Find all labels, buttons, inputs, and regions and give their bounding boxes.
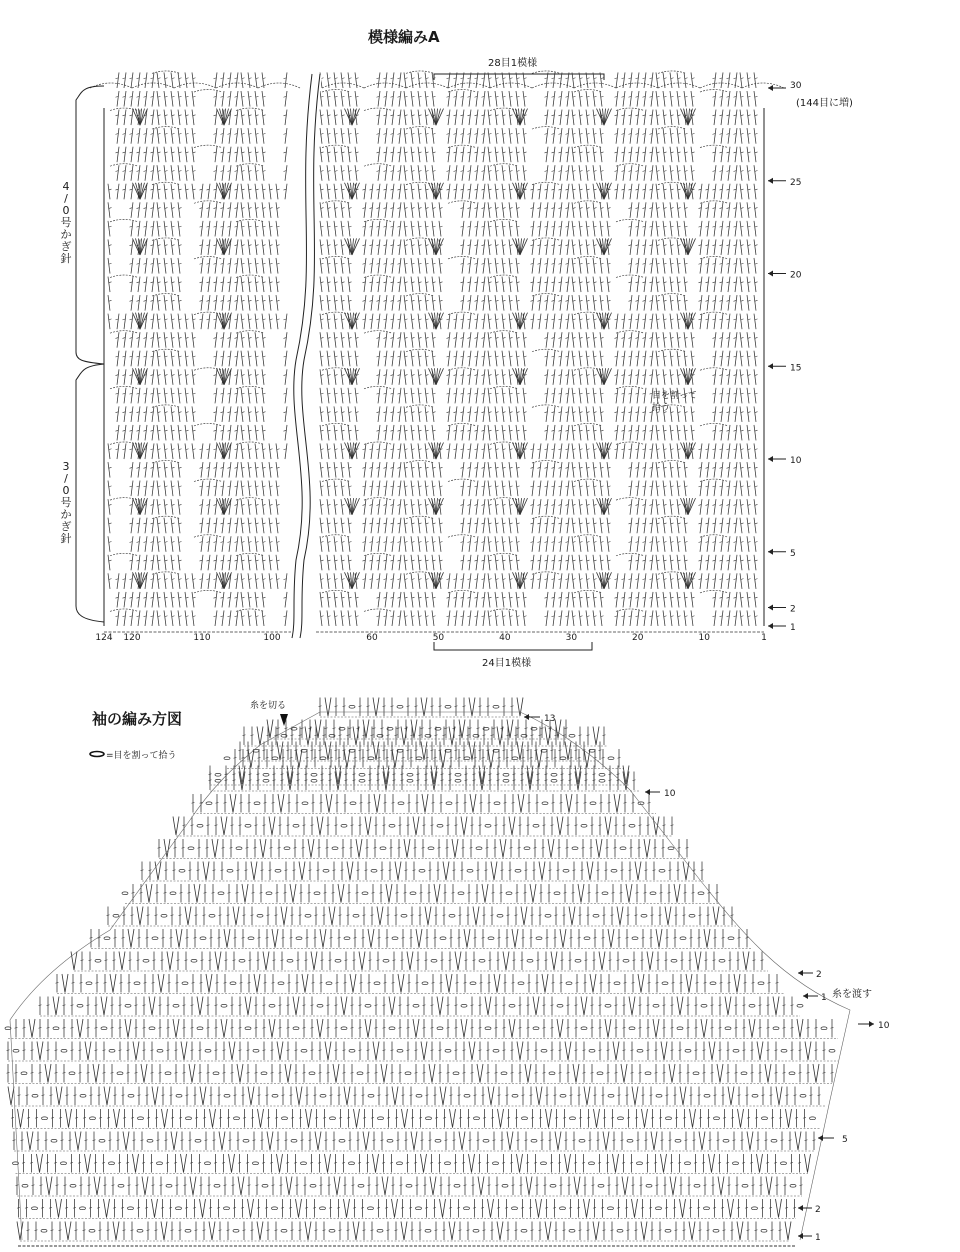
row-label-10: 10 [790,456,802,467]
chart-a-row [108,201,758,218]
stitch-label-120: 120 [123,633,141,643]
cut-yarn-marker-icon [280,714,288,726]
chart-a-row [108,275,758,292]
cut-yarn-label: 糸を切る [250,701,287,711]
sleeve-row [192,794,657,814]
chart-a-row [116,349,758,366]
chart-a-row [108,553,758,570]
hook-size-char: 0 [62,484,70,497]
join-yarn-label: 糸を渡す [832,989,872,1000]
hook-size-char: か [60,508,72,521]
stitch-label-10: 10 [698,633,710,643]
chart-a-row [108,256,758,273]
sleeve-row [13,1132,816,1152]
row-label-25: 25 [790,177,802,188]
chart-a-stitch-grid [90,71,784,632]
stitch-label-1: 1 [761,633,767,643]
chart-a-row [108,479,758,496]
row-arrow-head-icon [768,271,773,277]
split-note-line2: 拾う [652,403,671,413]
sleeve-row [5,1019,838,1039]
stitch-label-110: 110 [193,633,211,643]
hook-size-char: / [64,192,68,205]
repeat-bottom-label: 24目1模様 [482,658,532,669]
stitch-label-20: 20 [632,633,644,643]
repeat-bracket-top [434,74,604,80]
sleeve-row [11,1109,820,1129]
row-label-5: 5 [790,548,796,559]
sleeve-row [71,952,768,972]
stitch-label-30: 30 [565,633,578,643]
chart-a-row [110,331,758,348]
row-label-15: 15 [790,363,802,374]
sleeve-row-10-lower: 10 [878,1021,890,1031]
sleeve-outline [10,712,850,1240]
chart-a-row [108,238,758,255]
sleeve-row [39,997,804,1017]
stitch-label-40: 40 [499,633,511,643]
sleeve-row [17,1222,791,1242]
row-arrow-head-icon [768,604,773,610]
chart-a-row [108,498,758,515]
sleeve-row [141,862,705,882]
sleeve-row-1-upper: 1 [821,993,827,1003]
chart-a-row [108,219,758,236]
sleeve-row [173,817,674,837]
hook-size-char: ぎ [60,240,72,253]
sleeve-row [13,1154,811,1174]
hook-size-char: 4 [62,180,70,193]
chart-a-stitch-labels [95,633,766,643]
stitch-label-124: 124 [95,633,113,643]
sleeve-stitch-grid [5,698,850,1247]
row-label-1: 1 [790,623,796,633]
chart-a-row [108,182,758,199]
chart-a-row [116,127,758,144]
sleeve-row [8,1087,826,1107]
sleeve-row-2-upper: 2 [816,970,822,980]
chart-a-row [108,461,758,478]
chart-a-row [104,609,764,632]
hook-size-char: 号 [60,216,72,229]
sleeve-row-13: 13 [544,714,556,724]
hook-size-top [61,180,72,265]
sleeve-legend: =目を割って拾う [106,751,177,761]
row-arrow-head-icon [768,178,773,184]
hook-size-bottom [61,460,72,545]
sleeve-row [56,974,785,994]
hook-size-char: ぎ [60,520,72,533]
row-arrow-head-icon [768,85,773,91]
repeat-top-label: 28目1模様 [488,58,538,69]
row-arrow-head-icon [768,623,773,629]
sleeve-row [17,1199,796,1219]
hook-size-char: 号 [60,496,72,509]
sleeve-row-5: 5 [842,1135,848,1145]
stitch-label-50: 50 [432,633,445,643]
chart-a-row [116,145,758,162]
sleeve-row [7,1042,839,1062]
sleeve-row [267,720,570,740]
chart-a-row [108,294,758,311]
chart-a-row [116,368,758,385]
sleeve-row [7,1064,834,1084]
sleeve-chart [5,698,890,1247]
sleeve-row [158,839,689,859]
sleeve-row [319,698,524,718]
row-label-20: 20 [790,270,802,281]
sleeve-row [90,929,753,949]
row-label-30: 30 [790,81,802,91]
chart-a-row [108,572,758,589]
sleeve-row-labels [524,714,890,1243]
chart-a-row [116,423,758,440]
hook-size-char: / [64,472,68,485]
row-arrow-head-icon [768,456,773,462]
chart-a [61,28,853,669]
chart-a-row [108,442,758,459]
chart-a-row [116,90,758,107]
stitch-label-100: 100 [263,633,281,643]
sleeve-row-2-lower: 2 [815,1205,821,1215]
chart-a-row [116,590,758,607]
sleeve-row [107,907,737,927]
chart-a-row [110,108,758,125]
hook-size-char: 針 [60,252,72,265]
hook-size-char: か [60,228,72,241]
stitch-label-60: 60 [366,633,378,643]
split-stitch-symbol-icon [90,752,104,757]
chart-a-row [110,164,758,181]
chart-a-row [108,535,758,552]
sleeve-row [122,884,720,904]
row-label-2: 2 [790,604,796,615]
repeat-bracket-bottom [434,642,592,650]
increase-note: (144目に増) [796,98,853,109]
hook-size-char: 0 [62,204,70,217]
row-arrow-head-icon [768,363,773,369]
hook-brace-top [76,86,104,364]
split-note-line1: 目を割って [652,391,698,401]
chart-a-row-labels [768,81,802,633]
chart-a-row [108,312,758,329]
chart-a-title: 模様編みA [368,28,440,46]
hook-size-char: 3 [62,460,70,473]
sleeve-row-1-lower: 1 [815,1233,821,1243]
hook-brace-bottom [76,364,104,622]
hook-size-char: 針 [60,532,72,545]
sleeve-row-10-upper: 10 [664,789,676,799]
sleeve-title: 袖の編み方図 [92,710,183,728]
chart-a-row [108,516,758,533]
row-arrow-head-icon [768,549,773,555]
sleeve-row [16,1177,803,1197]
